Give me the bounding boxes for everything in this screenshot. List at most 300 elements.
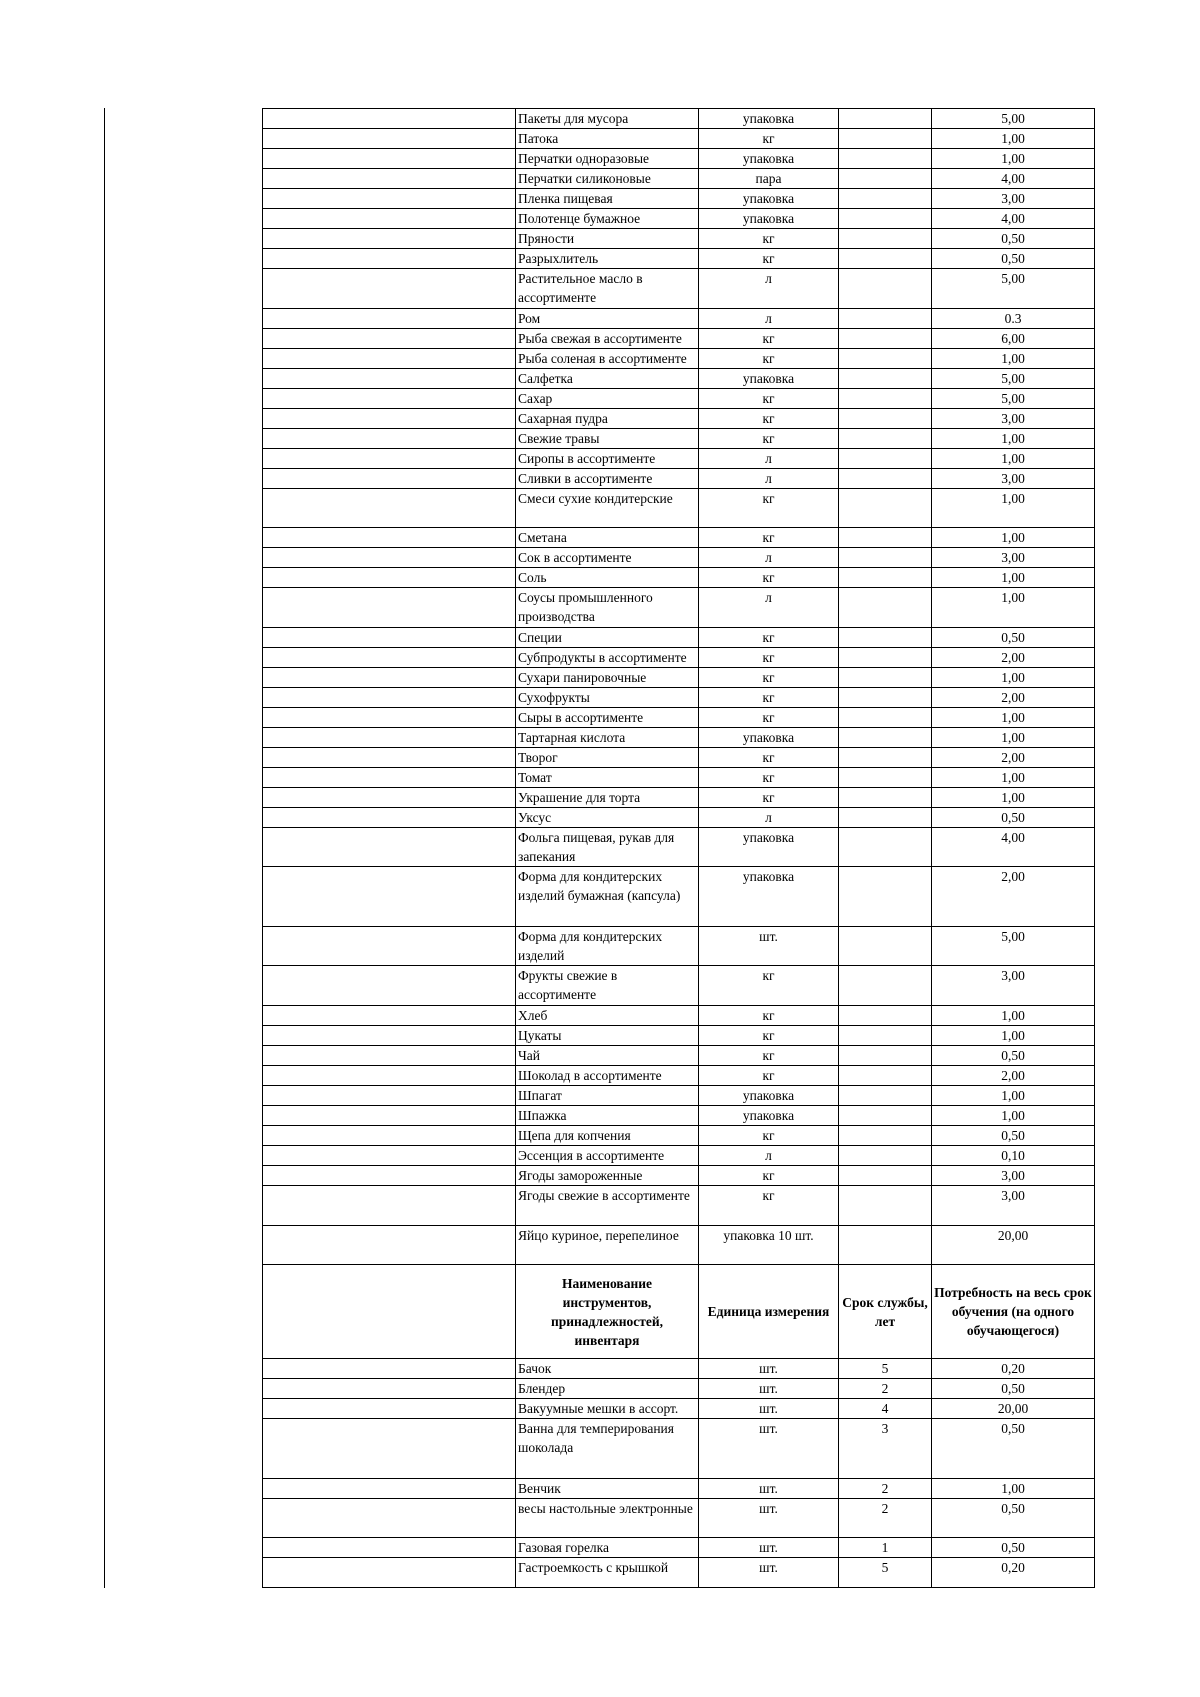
table-row	[263, 966, 1095, 1006]
cell-life	[839, 926, 932, 966]
cell-unit: кг	[699, 229, 839, 249]
table-row	[263, 368, 1095, 388]
table-row	[263, 627, 1095, 647]
cell-qty: 3,00	[932, 468, 1095, 488]
cell-unit: л	[699, 588, 839, 628]
cell-unit: кг	[699, 1165, 839, 1185]
cell-name: Фрукты свежие в ассортименте	[516, 966, 699, 1006]
header-unit: Единица измерения	[699, 1265, 839, 1359]
cell-empty	[263, 687, 516, 707]
cell-unit: упаковка	[699, 1105, 839, 1125]
cell-life	[839, 1005, 932, 1025]
cell-empty	[263, 548, 516, 568]
cell-name: Венчик	[516, 1478, 699, 1498]
table-row	[263, 747, 1095, 767]
cell-life	[839, 1225, 932, 1265]
cell-empty	[263, 109, 516, 129]
cell-qty: 2,00	[932, 1065, 1095, 1085]
cell-unit: шт.	[699, 1538, 839, 1558]
table-row	[263, 1185, 1095, 1225]
cell-empty	[263, 1399, 516, 1419]
cell-qty: 1,00	[932, 488, 1095, 528]
cell-empty	[263, 627, 516, 647]
cell-unit: кг	[699, 667, 839, 687]
cell-name: Сахарная пудра	[516, 408, 699, 428]
cell-qty: 0,50	[932, 1498, 1095, 1538]
table-row	[263, 328, 1095, 348]
cell-unit: упаковка	[699, 209, 839, 229]
cell-life	[839, 667, 932, 687]
cell-empty	[263, 408, 516, 428]
cell-name: Блендер	[516, 1379, 699, 1399]
cell-empty	[263, 787, 516, 807]
cell-qty: 5,00	[932, 269, 1095, 309]
cell-unit: кг	[699, 348, 839, 368]
cell-life	[839, 1145, 932, 1165]
cell-unit: кг	[699, 1045, 839, 1065]
cell-life	[839, 966, 932, 1006]
cell-empty	[263, 348, 516, 368]
cell-life: 2	[839, 1498, 932, 1538]
cell-name: Украшение для торта	[516, 787, 699, 807]
cell-qty: 1,00	[932, 149, 1095, 169]
cell-name: Щепа для копчения	[516, 1125, 699, 1145]
cell-unit: л	[699, 548, 839, 568]
cell-unit: упаковка	[699, 149, 839, 169]
table-row	[263, 548, 1095, 568]
cell-qty: 3,00	[932, 189, 1095, 209]
cell-unit: упаковка	[699, 109, 839, 129]
cell-life: 5	[839, 1558, 932, 1588]
cell-empty	[263, 528, 516, 548]
cell-name: Сухофрукты	[516, 687, 699, 707]
header-life: Срок службы, лет	[839, 1265, 932, 1359]
cell-life	[839, 129, 932, 149]
cell-qty: 0,20	[932, 1558, 1095, 1588]
cell-unit: кг	[699, 568, 839, 588]
cell-qty: 5,00	[932, 388, 1095, 408]
cell-empty	[263, 747, 516, 767]
cell-qty: 5,00	[932, 368, 1095, 388]
cell-qty: 1,00	[932, 528, 1095, 548]
cell-unit: упаковка	[699, 368, 839, 388]
table-row	[263, 1399, 1095, 1419]
cell-life: 2	[839, 1478, 932, 1498]
cell-name: Перчатки одноразовые	[516, 149, 699, 169]
cell-unit: упаковка	[699, 1085, 839, 1105]
cell-life	[839, 767, 932, 787]
cell-life	[839, 827, 932, 867]
cell-qty: 3,00	[932, 1165, 1095, 1185]
cell-name: Шпажка	[516, 1105, 699, 1125]
cell-unit: кг	[699, 707, 839, 727]
table-row	[263, 1558, 1095, 1588]
table-row	[263, 269, 1095, 309]
table-row	[263, 428, 1095, 448]
table-row	[263, 1498, 1095, 1538]
cell-unit: л	[699, 468, 839, 488]
cell-empty	[263, 1359, 516, 1379]
table-row	[263, 1225, 1095, 1265]
cell-name: Пленка пищевая	[516, 189, 699, 209]
cell-empty	[263, 1185, 516, 1225]
cell-empty	[263, 169, 516, 189]
cell-name: Форма для кондитерских изделий бумажная (капсула)	[516, 867, 699, 926]
table-row	[263, 787, 1095, 807]
table-row	[263, 448, 1095, 468]
cell-name: Ванна для темперирования шоколада	[516, 1419, 699, 1478]
cell-name: Яйцо куриное, перепелиное	[516, 1225, 699, 1265]
header-name: Наименование инструментов, принадлежностей, инвентаря	[516, 1265, 699, 1359]
cell-name: Пакеты для мусора	[516, 109, 699, 129]
cell-empty	[263, 448, 516, 468]
cell-life	[839, 1185, 932, 1225]
cell-unit: л	[699, 448, 839, 468]
cell-name: Соусы промышленного производства	[516, 588, 699, 628]
cell-name: Сок в ассортименте	[516, 548, 699, 568]
cell-life	[839, 269, 932, 309]
cell-qty: 2,00	[932, 687, 1095, 707]
cell-name: Разрыхлитель	[516, 249, 699, 269]
cell-qty: 1,00	[932, 1085, 1095, 1105]
table-row	[263, 867, 1095, 926]
cell-life	[839, 209, 932, 229]
cell-qty: 0,50	[932, 1045, 1095, 1065]
cell-empty	[263, 647, 516, 667]
cell-name: Эссенция в ассортименте	[516, 1145, 699, 1165]
table-row	[263, 687, 1095, 707]
cell-empty	[263, 588, 516, 628]
cell-qty: 1,00	[932, 428, 1095, 448]
cell-unit: шт.	[699, 1399, 839, 1419]
cell-life	[839, 807, 932, 827]
cell-qty: 1,00	[932, 787, 1095, 807]
cell-unit: кг	[699, 428, 839, 448]
table-row	[263, 109, 1095, 129]
table-row	[263, 129, 1095, 149]
cell-name: Сметана	[516, 528, 699, 548]
cell-unit: кг	[699, 1185, 839, 1225]
cell-empty	[263, 767, 516, 787]
cell-unit: л	[699, 807, 839, 827]
cell-life	[839, 687, 932, 707]
table-row	[263, 249, 1095, 269]
cell-empty	[263, 1498, 516, 1538]
cell-name: Уксус	[516, 807, 699, 827]
header-qty: Потребность на весь срок обучения (на одного обучающегося)	[932, 1265, 1095, 1359]
cell-name: Салфетка	[516, 368, 699, 388]
cell-empty	[263, 388, 516, 408]
table-row	[263, 1359, 1095, 1379]
cell-empty	[263, 1558, 516, 1588]
cell-qty: 3,00	[932, 548, 1095, 568]
cell-qty: 1,00	[932, 568, 1095, 588]
table-row	[263, 1165, 1095, 1185]
cell-qty: 20,00	[932, 1225, 1095, 1265]
cell-unit: кг	[699, 249, 839, 269]
cell-qty: 4,00	[932, 827, 1095, 867]
cell-life	[839, 408, 932, 428]
cell-empty	[263, 229, 516, 249]
cell-name: Соль	[516, 568, 699, 588]
cell-life	[839, 528, 932, 548]
cell-unit: л	[699, 269, 839, 309]
cell-unit: кг	[699, 1125, 839, 1145]
cell-life	[839, 727, 932, 747]
cell-unit: кг	[699, 747, 839, 767]
cell-qty: 0,10	[932, 1145, 1095, 1165]
cell-name: Сливки в ассортименте	[516, 468, 699, 488]
cell-name: весы настольные электронные	[516, 1498, 699, 1538]
cell-qty: 0,20	[932, 1359, 1095, 1379]
cell-empty	[263, 1005, 516, 1025]
cell-qty: 0,50	[932, 1419, 1095, 1478]
table-row	[263, 1085, 1095, 1105]
left-margin-line	[104, 108, 105, 1588]
cell-unit: кг	[699, 966, 839, 1006]
cell-empty	[263, 368, 516, 388]
cell-unit: кг	[699, 488, 839, 528]
cell-empty	[263, 1125, 516, 1145]
table-row	[263, 408, 1095, 428]
cell-qty: 2,00	[932, 647, 1095, 667]
cell-empty	[263, 1105, 516, 1125]
cell-qty: 0,50	[932, 229, 1095, 249]
cell-life	[839, 1045, 932, 1065]
cell-name: Ягоды свежие в ассортименте	[516, 1185, 699, 1225]
cell-unit: кг	[699, 328, 839, 348]
cell-life	[839, 627, 932, 647]
cell-unit: пара	[699, 169, 839, 189]
cell-empty	[263, 966, 516, 1006]
cell-unit: упаковка	[699, 867, 839, 926]
cell-empty	[263, 1165, 516, 1185]
cell-name: Перчатки силиконовые	[516, 169, 699, 189]
cell-empty	[263, 308, 516, 328]
cell-empty	[263, 189, 516, 209]
table-row	[263, 1478, 1095, 1498]
cell-life	[839, 308, 932, 328]
table-row	[263, 707, 1095, 727]
table-row	[263, 1538, 1095, 1558]
table-row	[263, 568, 1095, 588]
cell-unit: кг	[699, 627, 839, 647]
cell-life	[839, 647, 932, 667]
cell-life: 3	[839, 1419, 932, 1478]
cell-qty: 4,00	[932, 209, 1095, 229]
cell-empty	[263, 1085, 516, 1105]
table-row	[263, 1379, 1095, 1399]
cell-name: Сыры в ассортименте	[516, 707, 699, 727]
cell-life	[839, 189, 932, 209]
cell-qty: 1,00	[932, 667, 1095, 687]
cell-unit: кг	[699, 408, 839, 428]
cell-life	[839, 388, 932, 408]
cell-life	[839, 787, 932, 807]
cell-unit: кг	[699, 787, 839, 807]
table-row	[263, 727, 1095, 747]
cell-name: Сахар	[516, 388, 699, 408]
table-row	[263, 169, 1095, 189]
cell-name: Рыба соленая в ассортименте	[516, 348, 699, 368]
cell-life	[839, 328, 932, 348]
cell-unit: упаковка 10 шт.	[699, 1225, 839, 1265]
cell-life	[839, 368, 932, 388]
cell-name: Патока	[516, 129, 699, 149]
table-row	[263, 468, 1095, 488]
cell-empty	[263, 707, 516, 727]
cell-name: Ром	[516, 308, 699, 328]
cell-qty: 1,00	[932, 1025, 1095, 1045]
cell-unit: л	[699, 308, 839, 328]
cell-empty	[263, 249, 516, 269]
cell-empty	[263, 568, 516, 588]
cell-empty	[263, 1478, 516, 1498]
cell-empty	[263, 1379, 516, 1399]
cell-unit: упаковка	[699, 189, 839, 209]
cell-empty	[263, 867, 516, 926]
cell-name: Полотенце бумажное	[516, 209, 699, 229]
cell-name: Сухари панировочные	[516, 667, 699, 687]
cell-qty: 2,00	[932, 867, 1095, 926]
cell-qty: 0,50	[932, 1379, 1095, 1399]
cell-unit: шт.	[699, 926, 839, 966]
cell-name: Рыба свежая в ассортименте	[516, 328, 699, 348]
cell-unit: кг	[699, 129, 839, 149]
cell-life	[839, 169, 932, 189]
cell-qty: 0,50	[932, 1125, 1095, 1145]
table-row	[263, 1025, 1095, 1045]
cell-empty	[263, 727, 516, 747]
cell-empty	[263, 1145, 516, 1165]
cell-unit: кг	[699, 647, 839, 667]
cell-name: Пряности	[516, 229, 699, 249]
cell-qty: 5,00	[932, 109, 1095, 129]
cell-qty: 0.3	[932, 308, 1095, 328]
cell-qty: 1,00	[932, 448, 1095, 468]
cell-life	[839, 1025, 932, 1045]
table-row	[263, 647, 1095, 667]
cell-qty: 1,00	[932, 588, 1095, 628]
cell-name: Свежие травы	[516, 428, 699, 448]
cell-empty	[263, 1225, 516, 1265]
cell-life	[839, 149, 932, 169]
cell-unit: л	[699, 1145, 839, 1165]
table-row	[263, 667, 1095, 687]
cell-unit: шт.	[699, 1558, 839, 1588]
cell-name: Цукаты	[516, 1025, 699, 1045]
table-row	[263, 1419, 1095, 1478]
cell-name: Вакуумные мешки в ассорт.	[516, 1399, 699, 1419]
table-row	[263, 189, 1095, 209]
cell-qty: 3,00	[932, 966, 1095, 1006]
cell-unit: кг	[699, 528, 839, 548]
cell-unit: кг	[699, 1025, 839, 1045]
cell-empty	[263, 926, 516, 966]
tools-header-row	[263, 1265, 1095, 1359]
cell-name: Томат	[516, 767, 699, 787]
cell-name: Субпродукты в ассортименте	[516, 647, 699, 667]
cell-qty: 1,00	[932, 707, 1095, 727]
cell-life	[839, 249, 932, 269]
cell-qty: 1,00	[932, 129, 1095, 149]
cell-empty	[263, 269, 516, 309]
cell-unit: упаковка	[699, 727, 839, 747]
table-row	[263, 588, 1095, 628]
cell-empty	[263, 468, 516, 488]
cell-empty	[263, 1419, 516, 1478]
cell-life	[839, 448, 932, 468]
cell-empty	[263, 149, 516, 169]
cell-empty	[263, 807, 516, 827]
cell-name: Шпагат	[516, 1085, 699, 1105]
cell-empty	[263, 827, 516, 867]
cell-empty	[263, 667, 516, 687]
cell-unit: упаковка	[699, 827, 839, 867]
cell-life: 4	[839, 1399, 932, 1419]
cell-qty: 3,00	[932, 408, 1095, 428]
cell-name: Газовая горелка	[516, 1538, 699, 1558]
table-row	[263, 827, 1095, 867]
cell-unit: шт.	[699, 1478, 839, 1498]
table-row	[263, 209, 1095, 229]
cell-life	[839, 548, 932, 568]
cell-life	[839, 707, 932, 727]
table-row	[263, 308, 1095, 328]
cell-unit: шт.	[699, 1419, 839, 1478]
cell-life	[839, 229, 932, 249]
cell-name: Фольга пищевая, рукав для запекания	[516, 827, 699, 867]
cell-name: Тартарная кислота	[516, 727, 699, 747]
cell-life	[839, 867, 932, 926]
cell-name: Творог	[516, 747, 699, 767]
cell-empty	[263, 209, 516, 229]
cell-life	[839, 348, 932, 368]
cell-life	[839, 1105, 932, 1125]
cell-unit: кг	[699, 1005, 839, 1025]
table-row	[263, 767, 1095, 787]
table-row	[263, 807, 1095, 827]
cell-life	[839, 488, 932, 528]
cell-qty: 1,00	[932, 348, 1095, 368]
cell-qty: 1,00	[932, 1478, 1095, 1498]
table-row	[263, 1045, 1095, 1065]
cell-qty: 2,00	[932, 747, 1095, 767]
cell-life	[839, 1165, 932, 1185]
cell-life	[839, 468, 932, 488]
cell-empty	[263, 1538, 516, 1558]
table-row	[263, 528, 1095, 548]
table-row	[263, 348, 1095, 368]
cell-unit: кг	[699, 687, 839, 707]
cell-unit: кг	[699, 1065, 839, 1085]
cell-unit: шт.	[699, 1359, 839, 1379]
cell-name: Смеси сухие кондитерские	[516, 488, 699, 528]
cell-qty: 1,00	[932, 767, 1095, 787]
cell-empty	[263, 1065, 516, 1085]
cell-life	[839, 588, 932, 628]
cell-life	[839, 568, 932, 588]
cell-life: 1	[839, 1538, 932, 1558]
cell-unit: шт.	[699, 1379, 839, 1399]
cell-name: Растительное масло в ассортименте	[516, 269, 699, 309]
cell-unit: кг	[699, 767, 839, 787]
cell-name: Чай	[516, 1045, 699, 1065]
cell-life	[839, 747, 932, 767]
table-row	[263, 1005, 1095, 1025]
cell-qty: 0,50	[932, 807, 1095, 827]
cell-life	[839, 1125, 932, 1145]
